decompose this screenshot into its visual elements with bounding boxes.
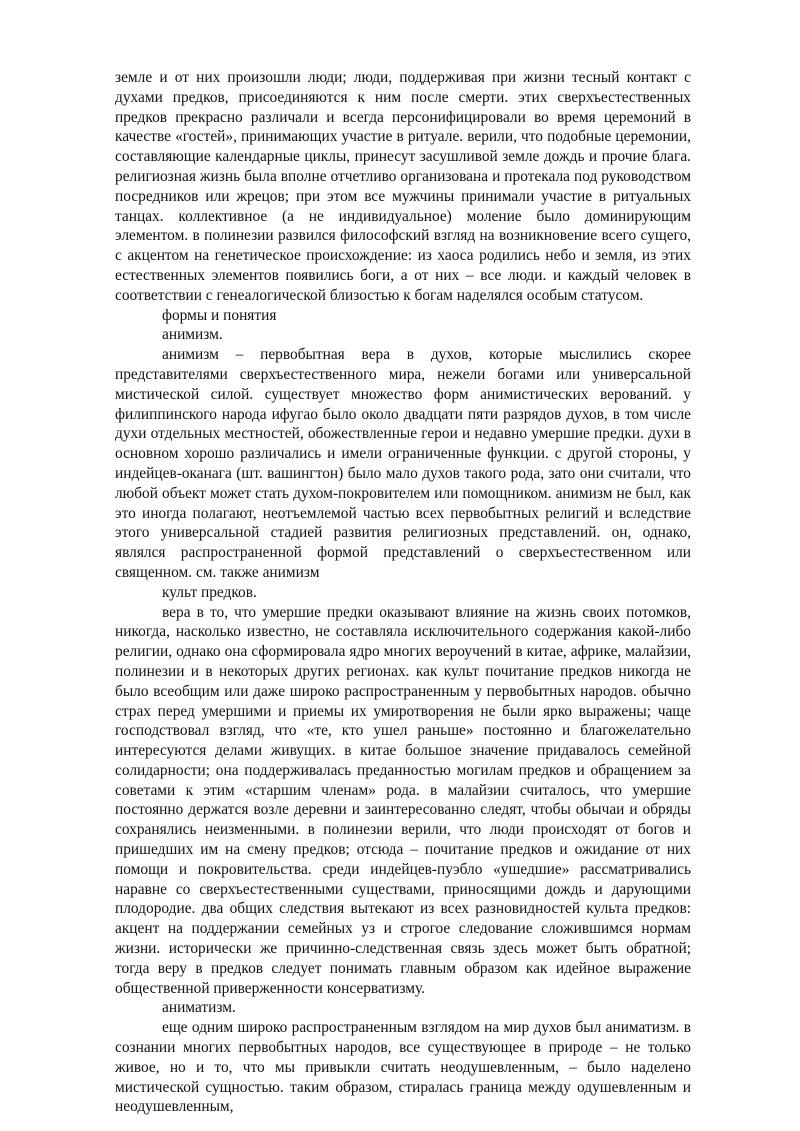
section-heading-ancestor-cult: культ предков. <box>162 583 257 601</box>
paragraph-animism: анимизм – первобытная вера в духов, которые мыслились скорее представителями сверхъестественного мира, нежели богами или универсальной мистической силой. существует множество форм анимистических верований. у филиппинского народа ифугао было около двадцати пяти разрядов духов, в том числе духи отдельных местностей, обожествленные герои и недавно умершие предки. духи в основном хорошо различались и имели ограниченные функции. с другой стороны, у индейцев-оканага (шт. вашингтон) было мало духов такого рода, зато они считали, что любой объект может стать духом-покровителем или помощником. анимизм не был, как это иногда полагают, неотъемлемой частью всех первобытных религий и вследствие этого универсальной стадией развития религиозных представлений. он, однако, являлся распространенной формой представлений о сверхъестественном или священном. см. также анимизм <box>115 346 691 581</box>
section-heading-forms: формы и понятия <box>162 306 277 324</box>
paragraph-pueblo-polynesia: земле и от них произошли люди; люди, поддерживая при жизни тесный контакт с духами предков, присоединяются к ним после смерти. этих сверхъестественных предков прекрасно различали и всегда персонифицировали во время церемоний в качестве «гостей», принимающих участие в ритуале. верили, что подобные церемонии, составляющие календарные циклы, принесут засушливой земле дождь и прочие блага. религиозная жизнь была вполне отчетливо организована и протекала под руководством посредников или жрецов; при этом все мужчины принимали участие в ритуальных танцах. коллективное (а не индивидуальное) моление было доминирующим элементом. в полинезии развился философский взгляд на возникновение всего сущего, с акцентом на генетическое происхождение: из хаоса родились небо и земля, из этих естественных элементов появились боги, а от них – все люди. и каждый человек в соответствии с генеалогической близостью к богам наделялся особым статусом. <box>115 69 691 304</box>
paragraph-ancestor-cult: вера в то, что умершие предки оказывают влияние на жизнь своих потомков, никогда, насколько известно, не составляла исключительного содержания какой-либо религии, однако она сформировала ядро многих вероучений в китае, африке, малайзии, полинезии и в некоторых других регионах. как культ почитание предков никогда не было всеобщим или даже широко распространенным у первобытных народов. обычно страх перед умершими и приемы их умиротворения не были ярко выражены; чаще господствовал взгляд, что «те, кто ушел раньше» постоянно и благожелательно интересуются делами живущих. в китае большое значение придавалось семейной солидарности; она поддерживалась преданностью могилам предков и обращением за советами к этим «старшим членам» рода. в малайзии считалось, что умершие постоянно держатся возле деревни и заинтересованно следят, чтобы обычаи и обряды сохранялись неизменными. в полинезии верили, что люди происходят от богов и пришедших им на смену предков; отсюда – почитание предков и ожидание от них помощи и покровительства. среди индейцев-пуэбло «ушедшие» рассматривались наравне со сверхъестественными существами, приносящими дождь и дарующими плодородие. два общих следствия вытекают из всех разновидностей культа предков: акцент на поддержании семейных уз и строгое следование сложившимся нормам жизни. исторически же причинно-следственная связь здесь может быть обратной; тогда веру в предков следует понимать главным образом как идейное выражение общественной приверженности консерватизму. <box>115 603 691 997</box>
document-page <box>115 68 691 1117</box>
section-heading-animatism: аниматизм. <box>162 999 236 1017</box>
section-heading-animism: анимизм. <box>162 326 223 344</box>
paragraph-animatism: еще одним широко распространенным взглядом на мир духов был аниматизм. в сознании многих первобытных народов, все существующее в природе – не только живое, но и то, что мы привыкли считать неодушевленным, – было наделено мистической сущностью. таким образом, стиралась граница между одушевленным и неодушевленным, <box>115 1019 691 1116</box>
